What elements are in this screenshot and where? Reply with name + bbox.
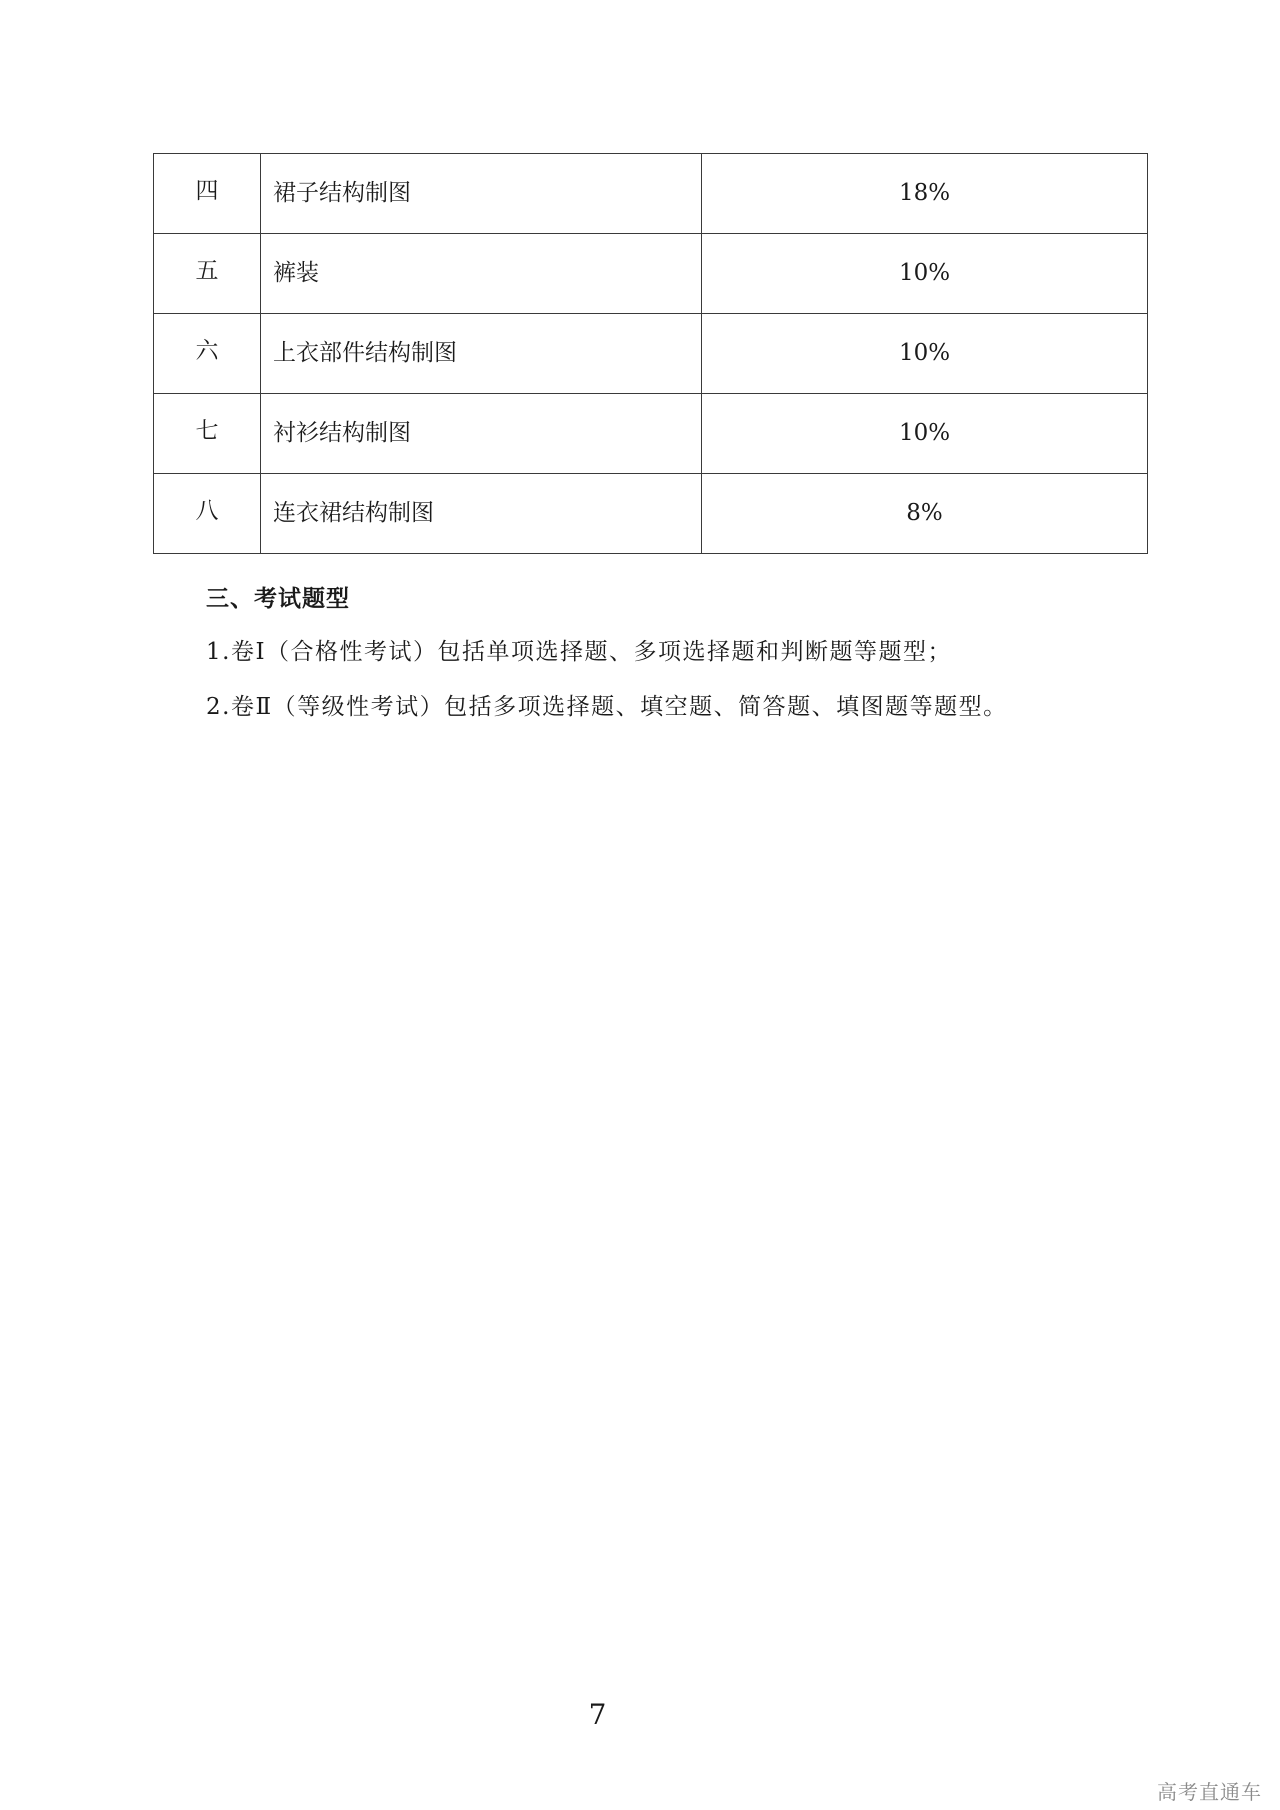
row-percentage: 10%: [702, 234, 1148, 314]
table-row: [154, 314, 1148, 394]
section-heading: 三、考试题型: [206, 586, 350, 612]
row-topic: 裙子结构制图: [261, 154, 702, 234]
row-percentage: 10%: [702, 394, 1148, 474]
row-number: 四: [154, 154, 261, 234]
row-number: 七: [154, 394, 261, 474]
row-topic: 裤装: [261, 234, 702, 314]
row-number: 五: [154, 234, 261, 314]
row-topic: 上衣部件结构制图: [261, 314, 702, 394]
row-percentage: 8%: [702, 474, 1148, 554]
watermark-text: 高考直通车: [1157, 1780, 1262, 1804]
exam-format-item-2: 2.卷Ⅱ（等级性考试）包括多项选择题、填空题、简答题、填图题等题型。: [206, 694, 1008, 720]
content-weight-table: [153, 153, 1148, 554]
row-topic: 衬衫结构制图: [261, 394, 702, 474]
table-row: [154, 394, 1148, 474]
row-percentage: 18%: [702, 154, 1148, 234]
table-row: [154, 234, 1148, 314]
row-number: 六: [154, 314, 261, 394]
table-row: [154, 154, 1148, 234]
row-number: 八: [154, 474, 261, 554]
page-number: 7: [588, 1698, 607, 1731]
row-percentage: 10%: [702, 314, 1148, 394]
row-topic: 连衣裙结构制图: [261, 474, 702, 554]
table-row: [154, 474, 1148, 554]
exam-format-item-1: 1.卷Ⅰ（合格性考试）包括单项选择题、多项选择题和判断题等题型；: [206, 639, 953, 665]
